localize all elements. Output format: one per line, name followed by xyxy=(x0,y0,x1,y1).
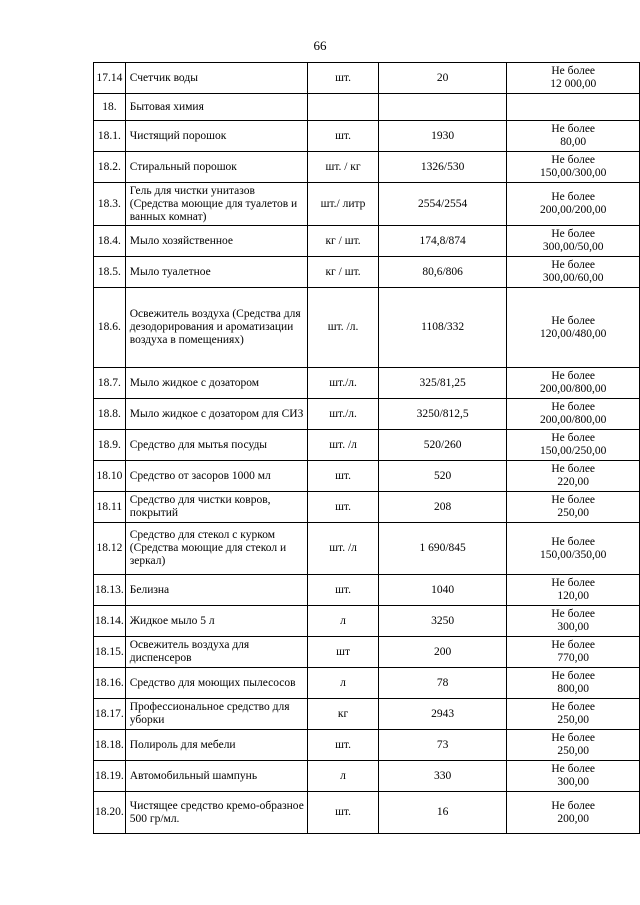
item-name: Освежитель воздуха (Средства для дезодорирования и ароматизации воздуха в помещениях) xyxy=(125,288,307,368)
item-price xyxy=(507,152,640,183)
table-row xyxy=(94,430,640,461)
item-quantity: 80,6/806 xyxy=(378,257,507,288)
price-label: Не более xyxy=(551,228,596,240)
price-value: 200,00/800,00 xyxy=(539,414,607,426)
item-number: 18.14. xyxy=(94,606,126,637)
item-name: Чистящее средство кремо-образное 500 гр/мл. xyxy=(125,792,307,834)
item-name: Освежитель воздуха для диспенсеров xyxy=(125,637,307,668)
item-number: 18.7. xyxy=(94,368,126,399)
item-unit: шт./л. xyxy=(308,368,379,399)
item-quantity: 78 xyxy=(378,668,507,699)
item-name: Мыло туалетное xyxy=(125,257,307,288)
item-unit: шт. xyxy=(308,730,379,761)
item-price xyxy=(507,575,640,606)
price-value: 12 000,00 xyxy=(550,78,597,90)
item-unit: шт. xyxy=(308,492,379,523)
price-value: 300,00/60,00 xyxy=(542,272,604,284)
price-label: Не более xyxy=(551,732,596,744)
price-value: 300,00 xyxy=(557,776,589,788)
item-name: Гель для чистки унитазов (Средства моющие для туалетов и ванных комнат) xyxy=(125,183,307,226)
item-unit: кг xyxy=(308,699,379,730)
item-name: Профессиональное средство для уборки xyxy=(125,699,307,730)
price-label: Не более xyxy=(551,65,596,77)
price-value: 770,00 xyxy=(557,652,589,664)
table-row xyxy=(94,152,640,183)
table-row xyxy=(94,183,640,226)
item-number: 18.17. xyxy=(94,699,126,730)
price-label: Не более xyxy=(551,191,596,203)
item-price xyxy=(507,606,640,637)
item-quantity xyxy=(378,94,507,121)
price-label: Не более xyxy=(551,370,596,382)
item-name: Мыло жидкое с дозатором для СИЗ xyxy=(125,399,307,430)
item-quantity: 1930 xyxy=(378,121,507,152)
item-quantity: 3250/812,5 xyxy=(378,399,507,430)
item-quantity: 73 xyxy=(378,730,507,761)
item-unit: шт. /л. xyxy=(308,288,379,368)
item-unit: шт./ литр xyxy=(308,183,379,226)
item-price xyxy=(507,63,640,94)
item-unit: кг / шт. xyxy=(308,226,379,257)
item-quantity: 330 xyxy=(378,761,507,792)
item-name: Бытовая химия xyxy=(125,94,307,121)
price-label: Не более xyxy=(551,494,596,506)
item-unit: шт. / кг xyxy=(308,152,379,183)
item-name: Стиральный порошок xyxy=(125,152,307,183)
table-row xyxy=(94,461,640,492)
item-quantity: 1326/530 xyxy=(378,152,507,183)
item-unit: шт. xyxy=(308,792,379,834)
item-number: 18.4. xyxy=(94,226,126,257)
item-price xyxy=(507,792,640,834)
item-price xyxy=(507,492,640,523)
item-number: 17.14 xyxy=(94,63,126,94)
item-quantity: 208 xyxy=(378,492,507,523)
table-row xyxy=(94,368,640,399)
item-unit: шт. xyxy=(308,63,379,94)
price-label: Не более xyxy=(551,432,596,444)
item-quantity: 2943 xyxy=(378,699,507,730)
item-number: 18.16. xyxy=(94,668,126,699)
item-price xyxy=(507,399,640,430)
item-price xyxy=(507,183,640,226)
table-row xyxy=(94,761,640,792)
item-unit: шт. xyxy=(308,121,379,152)
item-number: 18.12 xyxy=(94,523,126,575)
price-label: Не более xyxy=(551,639,596,651)
item-number: 18.18. xyxy=(94,730,126,761)
price-value: 80,00 xyxy=(560,136,587,148)
price-label: Не более xyxy=(551,314,596,327)
item-quantity: 1108/332 xyxy=(378,288,507,368)
price-label: Не более xyxy=(551,670,596,682)
item-name: Полироль для мебели xyxy=(125,730,307,761)
price-label: Не более xyxy=(551,123,596,135)
item-quantity: 174,8/874 xyxy=(378,226,507,257)
price-label: Не более xyxy=(551,608,596,620)
item-price xyxy=(507,637,640,668)
item-number: 18.19. xyxy=(94,761,126,792)
item-name: Средство для моющих пылесосов xyxy=(125,668,307,699)
item-quantity: 3250 xyxy=(378,606,507,637)
item-number: 18.5. xyxy=(94,257,126,288)
item-price xyxy=(507,226,640,257)
item-name: Чистящий порошок xyxy=(125,121,307,152)
price-value: 120,00 xyxy=(557,590,589,602)
item-unit: шт xyxy=(308,637,379,668)
item-quantity: 520 xyxy=(378,461,507,492)
item-number: 18.3. xyxy=(94,183,126,226)
item-name: Автомобильный шампунь xyxy=(125,761,307,792)
price-label: Не более xyxy=(551,577,596,589)
table-row xyxy=(94,668,640,699)
item-name: Средство для чистки ковров, покрытий xyxy=(125,492,307,523)
item-price xyxy=(507,761,640,792)
goods-table xyxy=(93,62,640,834)
price-value: 150,00/300,00 xyxy=(539,167,607,179)
item-unit: шт. xyxy=(308,461,379,492)
item-name: Счетчик воды xyxy=(125,63,307,94)
table-row xyxy=(94,94,640,121)
price-label: Не более xyxy=(551,259,596,271)
item-quantity: 1 690/845 xyxy=(378,523,507,575)
item-unit: л xyxy=(308,761,379,792)
price-value: 250,00 xyxy=(557,714,589,726)
price-value: 250,00 xyxy=(557,507,589,519)
item-number: 18.20. xyxy=(94,792,126,834)
item-name: Белизна xyxy=(125,575,307,606)
item-name: Мыло хозяйственное xyxy=(125,226,307,257)
item-quantity: 200 xyxy=(378,637,507,668)
item-quantity: 16 xyxy=(378,792,507,834)
table-row xyxy=(94,575,640,606)
price-label: Не более xyxy=(551,701,596,713)
item-quantity: 2554/2554 xyxy=(378,183,507,226)
table-row xyxy=(94,792,640,834)
item-price xyxy=(507,523,640,575)
item-name: Средство для стекол с курком (Средства моющие для стекол и зеркал) xyxy=(125,523,307,575)
item-number: 18.8. xyxy=(94,399,126,430)
table-row xyxy=(94,730,640,761)
item-number: 18.1. xyxy=(94,121,126,152)
item-unit: шт. /л xyxy=(308,523,379,575)
price-value: 250,00 xyxy=(557,745,589,757)
item-quantity: 325/81,25 xyxy=(378,368,507,399)
price-value: 220,00 xyxy=(557,476,589,488)
price-label: Не более xyxy=(551,763,596,775)
item-price xyxy=(507,430,640,461)
item-quantity: 20 xyxy=(378,63,507,94)
item-price xyxy=(507,668,640,699)
page-number: 66 xyxy=(313,38,327,53)
item-price xyxy=(507,257,640,288)
item-price xyxy=(507,699,640,730)
price-label: Не более xyxy=(551,154,596,166)
table-row xyxy=(94,257,640,288)
item-number: 18.6. xyxy=(94,288,126,368)
price-label: Не более xyxy=(551,401,596,413)
item-price xyxy=(507,730,640,761)
item-price xyxy=(507,288,640,368)
item-number: 18.2. xyxy=(94,152,126,183)
table-row xyxy=(94,523,640,575)
item-number: 18.9. xyxy=(94,430,126,461)
table-row xyxy=(94,226,640,257)
price-label: Не более xyxy=(551,799,596,812)
price-value: 800,00 xyxy=(557,683,589,695)
item-price xyxy=(507,461,640,492)
price-value: 200,00 xyxy=(557,812,589,825)
item-unit: л xyxy=(308,606,379,637)
item-number: 18.11 xyxy=(94,492,126,523)
table-row xyxy=(94,492,640,523)
table-row xyxy=(94,121,640,152)
item-unit: шт./л. xyxy=(308,399,379,430)
item-name: Мыло жидкое с дозатором xyxy=(125,368,307,399)
item-price xyxy=(507,368,640,399)
item-number: 18. xyxy=(94,94,126,121)
table-row xyxy=(94,288,640,368)
item-number: 18.13. xyxy=(94,575,126,606)
price-value: 150,00/350,00 xyxy=(539,548,607,561)
item-number: 18.10 xyxy=(94,461,126,492)
price-label: Не более xyxy=(551,535,596,548)
price-value: 300,00/50,00 xyxy=(542,241,604,253)
item-quantity: 520/260 xyxy=(378,430,507,461)
price-label: Не более xyxy=(551,463,596,475)
table-row xyxy=(94,699,640,730)
item-price xyxy=(507,94,640,121)
item-unit: шт. /л xyxy=(308,430,379,461)
table-row xyxy=(94,606,640,637)
item-unit: л xyxy=(308,668,379,699)
price-value: 300,00 xyxy=(557,621,589,633)
item-name: Жидкое мыло 5 л xyxy=(125,606,307,637)
item-name: Средство для мытья посуды xyxy=(125,430,307,461)
item-number: 18.15. xyxy=(94,637,126,668)
item-name: Средство от засоров 1000 мл xyxy=(125,461,307,492)
table-row xyxy=(94,63,640,94)
price-value: 120,00/480,00 xyxy=(539,327,607,340)
price-value: 200,00/800,00 xyxy=(539,383,607,395)
price-value: 150,00/250,00 xyxy=(539,445,607,457)
price-value: 200,00/200,00 xyxy=(539,204,607,216)
item-unit: кг / шт. xyxy=(308,257,379,288)
item-quantity: 1040 xyxy=(378,575,507,606)
table-row xyxy=(94,637,640,668)
item-unit xyxy=(308,94,379,121)
table-row xyxy=(94,399,640,430)
item-price xyxy=(507,121,640,152)
item-unit: шт. xyxy=(308,575,379,606)
